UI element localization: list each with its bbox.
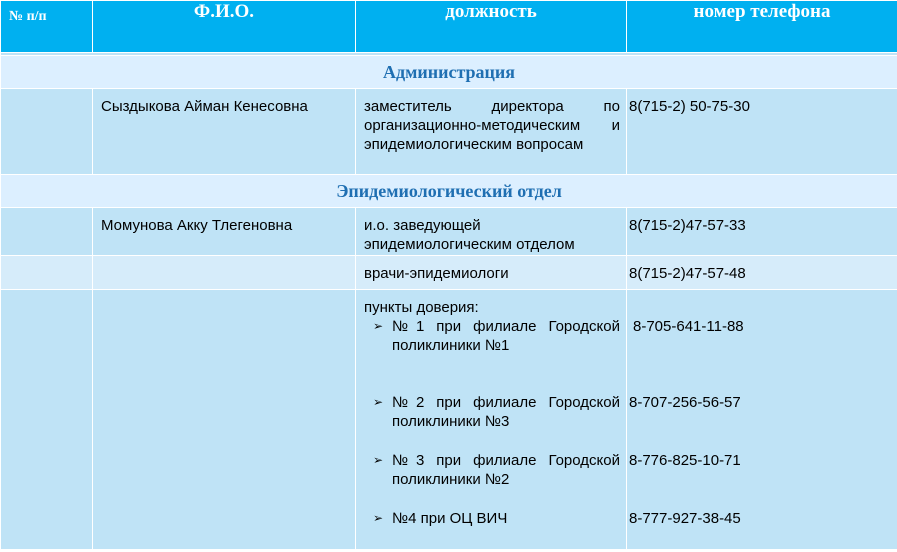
table-row xyxy=(1,290,897,550)
cell-num xyxy=(1,290,93,550)
list-item xyxy=(364,393,620,451)
table-row xyxy=(1,208,897,256)
cell-phone: 8(715-2)47-57-48 xyxy=(627,256,897,290)
cell-name: Сыздыкова Айман Кенесовна xyxy=(93,89,356,175)
arrow-bullet-icon: ➢ xyxy=(372,511,384,525)
arrow-bullet-icon: ➢ xyxy=(372,319,384,333)
cell-position-points xyxy=(356,290,627,550)
point-phone: 8-777-927-38-45 xyxy=(629,510,741,527)
cell-phone: 8(715-2)47-57-33 xyxy=(627,208,897,256)
cell-name xyxy=(93,290,356,550)
header-position: должность xyxy=(356,1,627,53)
list-item xyxy=(364,317,620,393)
header-phone: номер телефона xyxy=(627,1,897,53)
point-phone: 8-776-825-10-71 xyxy=(629,452,741,469)
arrow-bullet-icon: ➢ xyxy=(372,395,384,409)
header-row xyxy=(1,1,897,53)
list-item xyxy=(364,509,620,528)
points-intro: пункты доверия: xyxy=(364,299,479,316)
cell-phone: 8(715-2) 50-75-30 xyxy=(627,89,897,175)
table-row xyxy=(1,256,897,290)
point-text: №4 при ОЦ ВИЧ xyxy=(392,510,508,527)
cell-name xyxy=(93,256,356,290)
point-text: №3 при филиале Городской поликлиники №2 xyxy=(392,452,620,488)
cell-num xyxy=(1,208,93,256)
cell-name: Момунова Акку Тлегеновна xyxy=(93,208,356,256)
cell-position: заместитель директора по организационно-методическим и эпидемиологическим вопросам xyxy=(356,89,627,175)
point-phone: 8-707-256-56-57 xyxy=(629,394,741,411)
header-num: № п/п xyxy=(1,1,93,53)
point-text: №2 при филиале Городской поликлиники №3 xyxy=(392,394,620,430)
arrow-bullet-icon: ➢ xyxy=(372,453,384,467)
header-name: Ф.И.О. xyxy=(93,1,356,53)
section-row-admin xyxy=(1,56,897,89)
point-phone: 8-705-641-11-88 xyxy=(633,318,744,335)
list-item xyxy=(364,451,620,509)
phone-spacer xyxy=(629,298,893,317)
cell-phone-points xyxy=(627,290,897,550)
point-text: №1 при филиале Городской поликлиники №1 xyxy=(392,318,620,354)
section-title: Эпидемиологический отдел xyxy=(1,175,897,208)
section-title: Администрация xyxy=(1,56,897,89)
cell-position: и.о. заведующей эпидемиологическим отделом xyxy=(356,208,627,256)
table-row xyxy=(1,89,897,175)
cell-num xyxy=(1,256,93,290)
cell-num xyxy=(1,89,93,175)
cell-position: врачи-эпидемиологи xyxy=(356,256,627,290)
section-row-epid xyxy=(1,175,897,208)
